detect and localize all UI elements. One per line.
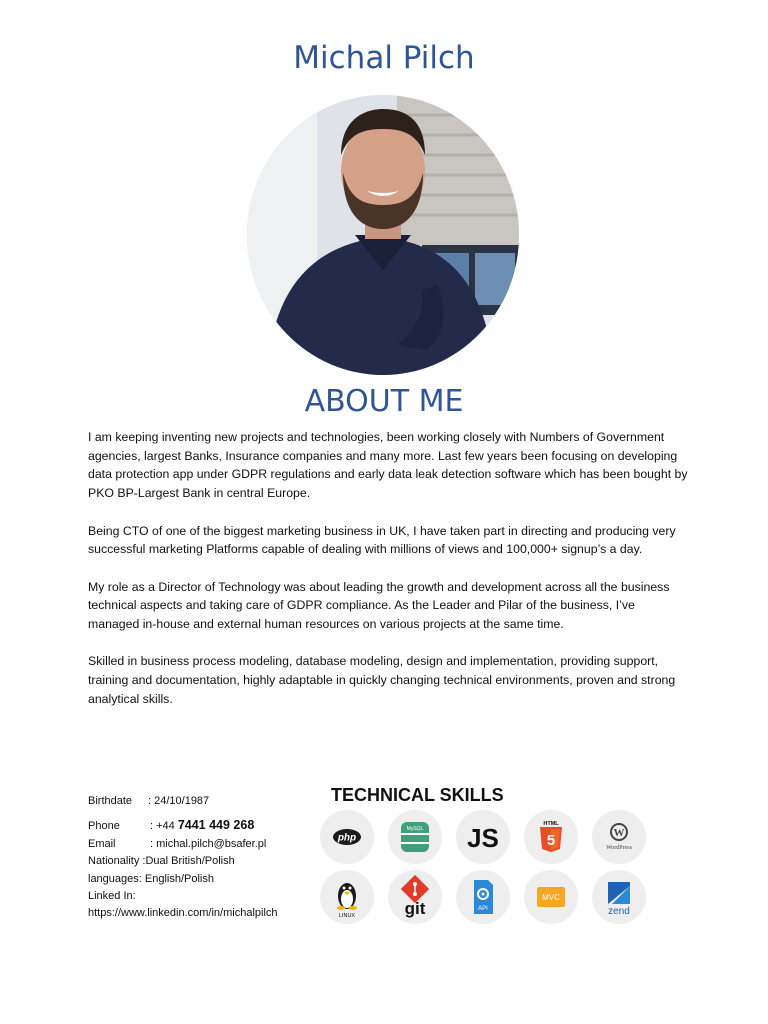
js-icon-text: JS: [467, 823, 499, 853]
about-paragraph: I am keeping inventing new projects and technologies, been working closely with Numbers of Government agencies, largest Banks, Insurance companies and many more. Last few years been focusing on developing data protection app under GDPR regulations and early data leak detection software which has been bought by PKO BP-Largest Bank in central Europe.: [88, 430, 688, 501]
email-row: [88, 836, 328, 853]
phone-row: [88, 817, 328, 835]
git-icon-text: git: [404, 899, 426, 918]
phone-number[interactable]: 7441 449 268: [177, 818, 255, 833]
wordpress-icon-text: WordPress: [606, 845, 632, 851]
nationality-row: Nationality :Dual British/Polish: [88, 855, 235, 868]
linux-icon: [320, 870, 374, 924]
about-paragraph: Being CTO of one of the biggest marketing business in UK, I have taken part in directing and producing very successful marketing Platforms capable of dealing with millions of views and 100,000+ signup’s a day.: [88, 523, 676, 557]
personal-details: [88, 793, 328, 923]
about-paragraph: My role as a Director of Technology was about leading the growth and development across all the business technical aspects and taking care of GDPR compliance. As the Leader and Pilar of the business, I’ve managed in-house and external human resources on various projects at the same time.: [88, 579, 670, 631]
javascript-icon: [456, 810, 510, 864]
email-value[interactable]: : michal.pilch@bsafer.pl: [150, 837, 267, 850]
wordpress-icon: [592, 810, 646, 864]
profile-photo: [247, 95, 519, 375]
languages-row: languages: English/Polish: [88, 872, 214, 885]
html-icon-text: HTML: [543, 821, 559, 827]
about-paragraph: Skilled in business process modeling, database modeling, design and implementation, providing support, training and documentation, highly adaptable in quickly changing technical environments, proven and strong analytical skills.: [88, 654, 676, 706]
birthdate-value: : 24/10/1987: [148, 795, 210, 807]
git-icon: [388, 870, 442, 924]
about-heading: ABOUT ME: [304, 384, 464, 419]
mvc-icon-text: MVC: [542, 893, 560, 902]
mysql-icon: [388, 810, 442, 864]
linkedin-label: Linked In:: [88, 890, 136, 903]
zend-icon-text: zend: [608, 906, 630, 917]
linux-icon-text: LINUX: [338, 913, 356, 919]
api-icon-text: API: [478, 906, 488, 912]
api-icon: [456, 870, 510, 924]
technical-skills-heading: TECHNICAL SKILLS: [331, 785, 504, 805]
birthdate-row: [88, 793, 328, 810]
mysql-icon-text: MySQL: [406, 826, 424, 832]
html5-icon: [524, 810, 578, 864]
php-icon-text: php: [337, 832, 357, 844]
svg-text:5: 5: [546, 832, 556, 849]
mvc-icon: [524, 870, 578, 924]
phone-label: Phone: [88, 820, 120, 833]
email-label: Email: [88, 837, 116, 850]
about-text: [88, 428, 688, 727]
svg-text:W: W: [613, 827, 625, 839]
php-icon: [320, 810, 374, 864]
linkedin-link[interactable]: https://www.linkedin.com/in/michalpilch: [88, 907, 278, 920]
profile-photo-illustration: [247, 95, 519, 375]
birthdate-label: Birthdate: [88, 795, 133, 807]
zend-icon: [592, 870, 646, 924]
person-name: Michal Pilch: [293, 40, 475, 76]
phone-prefix: : +44: [150, 820, 178, 833]
